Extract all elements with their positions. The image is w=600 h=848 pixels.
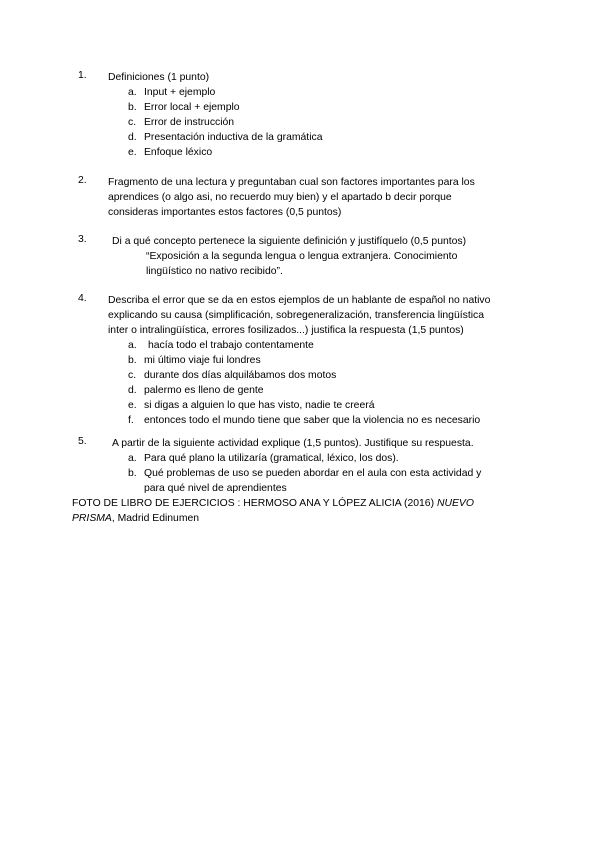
list-item: c. durante dos días alquilábamos dos motos xyxy=(128,370,337,381)
question-text: A partir de la siguiente actividad explique (1,5 puntos). Justifique su respuesta. xyxy=(112,438,474,449)
citation-title-part-2: PRISMA xyxy=(72,513,112,524)
question-number: 4. xyxy=(78,293,87,304)
list-item: para qué nivel de aprendientes xyxy=(144,483,287,494)
list-item: d. Presentación inductiva de la gramática xyxy=(128,132,323,143)
citation-text: FOTO DE LIBRO DE EJERCICIOS : HERMOSO ANA Y LÓPEZ ALICIA (2016) xyxy=(72,498,437,509)
source-citation xyxy=(72,496,542,526)
question-text: Definiciones (1 punto) xyxy=(108,72,210,83)
question-text: Describa el error que se da en estos ejemplos de un hablante de español no nativo xyxy=(108,295,491,306)
list-item: e. si digas a alguien lo que has visto, nadie te creerá xyxy=(128,400,375,411)
citation-title-part-1: NUEVO xyxy=(436,498,474,509)
list-item: d. palermo es lleno de gente xyxy=(128,385,264,396)
list-item: f. entonces todo el mundo tiene que saber que la violencia no es necesario xyxy=(128,415,481,426)
question-number: 1. xyxy=(78,70,87,81)
list-item: b. Error local + ejemplo xyxy=(128,102,240,113)
question-text: aprendices (o algo asi, no recuerdo muy bien) y el apartado b decir porque xyxy=(108,192,452,203)
list-item: c. Error de instrucción xyxy=(128,117,235,128)
list-item: b. mi último viaje fui londres xyxy=(128,355,261,366)
list-item: a. hacía todo el trabajo contentamente xyxy=(128,340,314,351)
question-number: 5. xyxy=(78,436,87,447)
quoted-definition: “Exposición a la segunda lengua o lengua extranjera. Conocimiento lingüístico no nativo recibido”. xyxy=(146,251,458,277)
list-item: a. Input + ejemplo xyxy=(128,87,216,98)
question-text: Di a qué concepto pertenece la siguiente definición y justifíquelo (0,5 puntos) xyxy=(112,236,467,247)
question-text: explicando su causa (simplificación, sobregeneralización, transferencia lingüística xyxy=(108,310,484,321)
list-item: b. Qué problemas de uso se pueden abordar en el aula con esta actividad y xyxy=(128,468,482,479)
list-item: a. Para qué plano la utilizaría (gramatical, léxico, los dos). xyxy=(128,453,399,464)
question-text: inter o intralingüística, errores fosilizados...) justifica la respuesta (1,5 puntos) xyxy=(108,325,464,336)
citation-publisher: , Madrid Edinumen xyxy=(111,513,200,524)
question-text: consideras importantes estos factores (0,5 puntos) xyxy=(108,207,342,218)
question-number: 2. xyxy=(78,175,87,186)
list-item: e. Enfoque léxico xyxy=(128,147,213,158)
question-text: Fragmento de una lectura y preguntaban cual son factores importantes para los xyxy=(108,177,475,188)
question-number: 3. xyxy=(78,234,87,245)
